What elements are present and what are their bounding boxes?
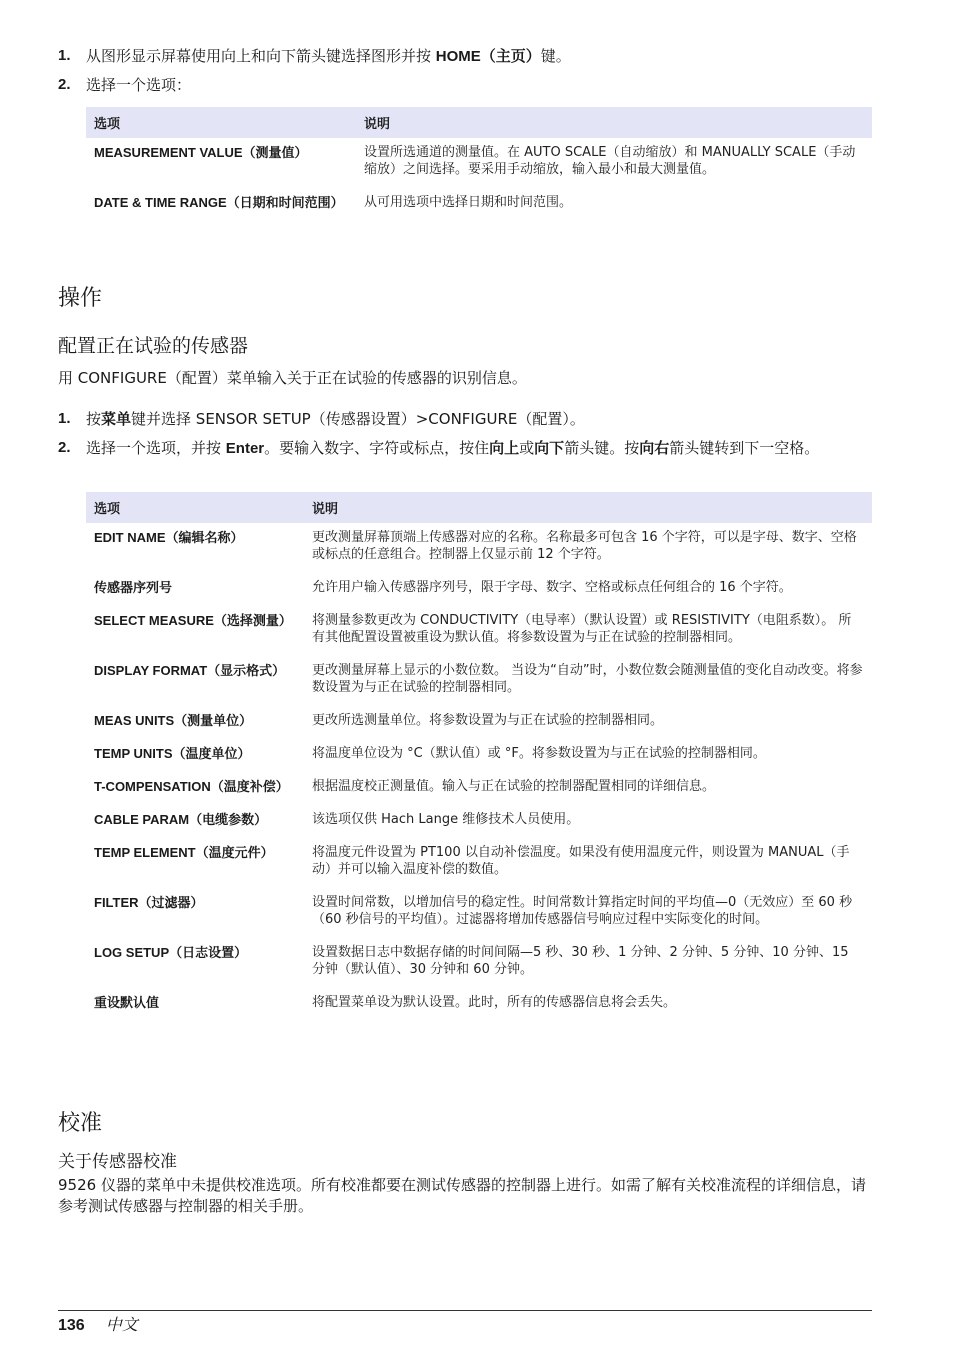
options-table-2 [86,492,872,1021]
page-footer [58,1312,138,1335]
option-name: SELECT MEASURE（选择测量） [94,613,292,628]
option-name: LOG SETUP（日志设置） [94,945,248,960]
calibration-text: 9526 仪器的菜单中未提供校准选项。所有校准都要在测试传感器的控制器上进行。如需了解有关校准流程的详细信息，请参考测试传感器与控制器的相关手册。 [58,1176,866,1215]
step-key-label: Enter [225,440,265,457]
step-text: 选择一个选项，并按 [86,439,226,457]
table-row [86,656,872,706]
option-description: 更改测量屏幕顶端上传感器对应的名称。名称最多可包含 16 个字符，可以是字母、数字、空格或标点的任意组合。控制器上仅显示前 12 个字符。 [312,530,857,562]
step-key-label: 向右 [639,440,670,457]
step-text: 。要输入数字、字符或标点，按住 [264,439,490,457]
option-description: 设置所选通道的测量值。在 AUTO SCALE（自动缩放）和 MANUALLY SCALE（手动缩放）之间选择。要采用手动缩放，输入最小和最大测量值。 [364,145,856,177]
option-description: 将配置菜单设为默认设置。此时，所有的传感器信息将会丢失。 [312,995,677,1010]
step-text: 按 [86,410,102,428]
option-description: 将温度元件设置为 PT100 以自动补偿温度。如果没有使用温度元件，则设置为 MANUAL（手动）并可以输入温度补偿的数值。 [312,845,850,877]
table-row [86,938,872,988]
section-heading-calibration: 校准 [58,1111,103,1136]
table-row [86,838,872,888]
table-row [86,805,872,838]
section-heading-operation: 操作 [58,286,103,311]
table-row [86,772,872,805]
instruction-step [58,438,872,459]
footer-divider [58,1310,872,1311]
option-name: TEMP ELEMENT（温度元件） [94,845,274,860]
page-number: 136 [58,1317,85,1334]
column-header-option: 选项 [86,492,304,523]
option-name: EDIT NAME（编辑名称） [94,530,244,545]
step-text: 箭头键。按 [564,439,640,457]
step-text: 键并选择 SENSOR SETUP（传感器设置）>CONFIGURE（配置）。 [131,410,585,428]
table-row [86,706,872,739]
step-key-label: HOME（主页） [435,48,541,65]
step-text: 选择一个选项： [86,76,192,94]
option-name: 传感器序列号 [94,580,173,595]
table-row [86,523,872,573]
option-name: DISPLAY FORMAT（显示格式） [94,663,286,678]
footer-language: 中文 [105,1315,138,1334]
instruction-step [58,46,872,67]
step-number: 1. [58,410,71,427]
step-text: 从图形显示屏幕使用向上和向下箭头键选择图形并按 [86,47,436,65]
option-name: MEASUREMENT VALUE（测量值） [94,145,308,160]
option-name: CABLE PARAM（电缆参数） [94,812,268,827]
option-description: 更改所选测量单位。将参数设置为与正在试验的控制器相同。 [312,713,664,728]
column-header-description: 说明 [304,492,872,523]
table-row [86,988,872,1021]
option-description: 根据温度校正测量值。输入与正在试验的控制器配置相同的详细信息。 [312,779,716,794]
column-header-option: 选项 [86,107,356,138]
configure-intro-text: 用 CONFIGURE（配置）菜单输入关于正在试验的传感器的识别信息。 [58,369,527,387]
instruction-step [58,75,872,95]
table-row [86,573,872,606]
option-name: 重设默认值 [94,995,160,1010]
option-description: 将温度单位设为 °C（默认值）或 °F。将参数设置为与正在试验的控制器相同。 [312,746,766,761]
option-description: 从可用选项中选择日期和时间范围。 [364,195,573,210]
instruction-steps-2 [58,409,872,467]
step-text: 键。 [540,47,571,65]
step-text: 箭头键转到下一空格。 [669,439,820,457]
option-description: 设置数据日志中数据存储的时间间隔—5 秒、30 秒、1 分钟、2 分钟、5 分钟、10 分钟、15 分钟（默认值）、30 分钟和 60 分钟。 [312,945,849,977]
table-row [86,739,872,772]
table-row [86,888,872,938]
option-description: 设置时间常数，以增加信号的稳定性。时间常数计算指定时间的平均值—0（无效应）至 60 秒（60 秒信号的平均值）。过滤器将增加传感器信号响应过程中实际变化的时间。 [312,895,853,927]
option-description: 将测量参数更改为 CONDUCTIVITY（电导率）（默认设置）或 RESISTIVITY（电阻系数）。 所有其他配置设置被重设为默认值。将参数设置为与正在试验的控制器相同。 [312,613,852,645]
table-row [86,188,872,221]
subsection-heading-about-calibration: 关于传感器校准 [58,1152,177,1172]
table-row [86,606,872,656]
subsection-heading-configure: 配置正在试验的传感器 [58,335,249,357]
instruction-step [58,409,872,430]
step-number: 1. [58,47,71,64]
instruction-steps-1 [58,46,872,103]
option-description: 该选项仅供 Hach Lange 维修技术人员使用。 [312,812,580,827]
option-name: FILTER（过滤器） [94,895,204,910]
option-description: 允许用户输入传感器序列号，限于字母、数字、空格或标点任何组合的 16 个字符。 [312,580,792,595]
step-key-label: 菜单 [101,411,132,428]
column-header-description: 说明 [356,107,872,138]
option-name: MEAS UNITS（测量单位） [94,713,253,728]
option-description: 更改测量屏幕上显示的小数位数。 当设为“自动”时，小数位数会随测量值的变化自动改变。将参数设置为与正在试验的控制器相同。 [312,663,863,695]
step-number: 2. [58,439,71,456]
step-text: 或 [519,439,535,457]
options-table-1 [86,107,872,221]
step-key-label: 向上 [489,440,520,457]
option-name: TEMP UNITS（温度单位） [94,746,251,761]
option-name: DATE & TIME RANGE（日期和时间范围） [94,195,344,210]
step-key-label: 向下 [534,440,565,457]
option-name: T-COMPENSATION（温度补偿） [94,779,289,794]
table-row [86,138,872,188]
step-number: 2. [58,76,71,93]
